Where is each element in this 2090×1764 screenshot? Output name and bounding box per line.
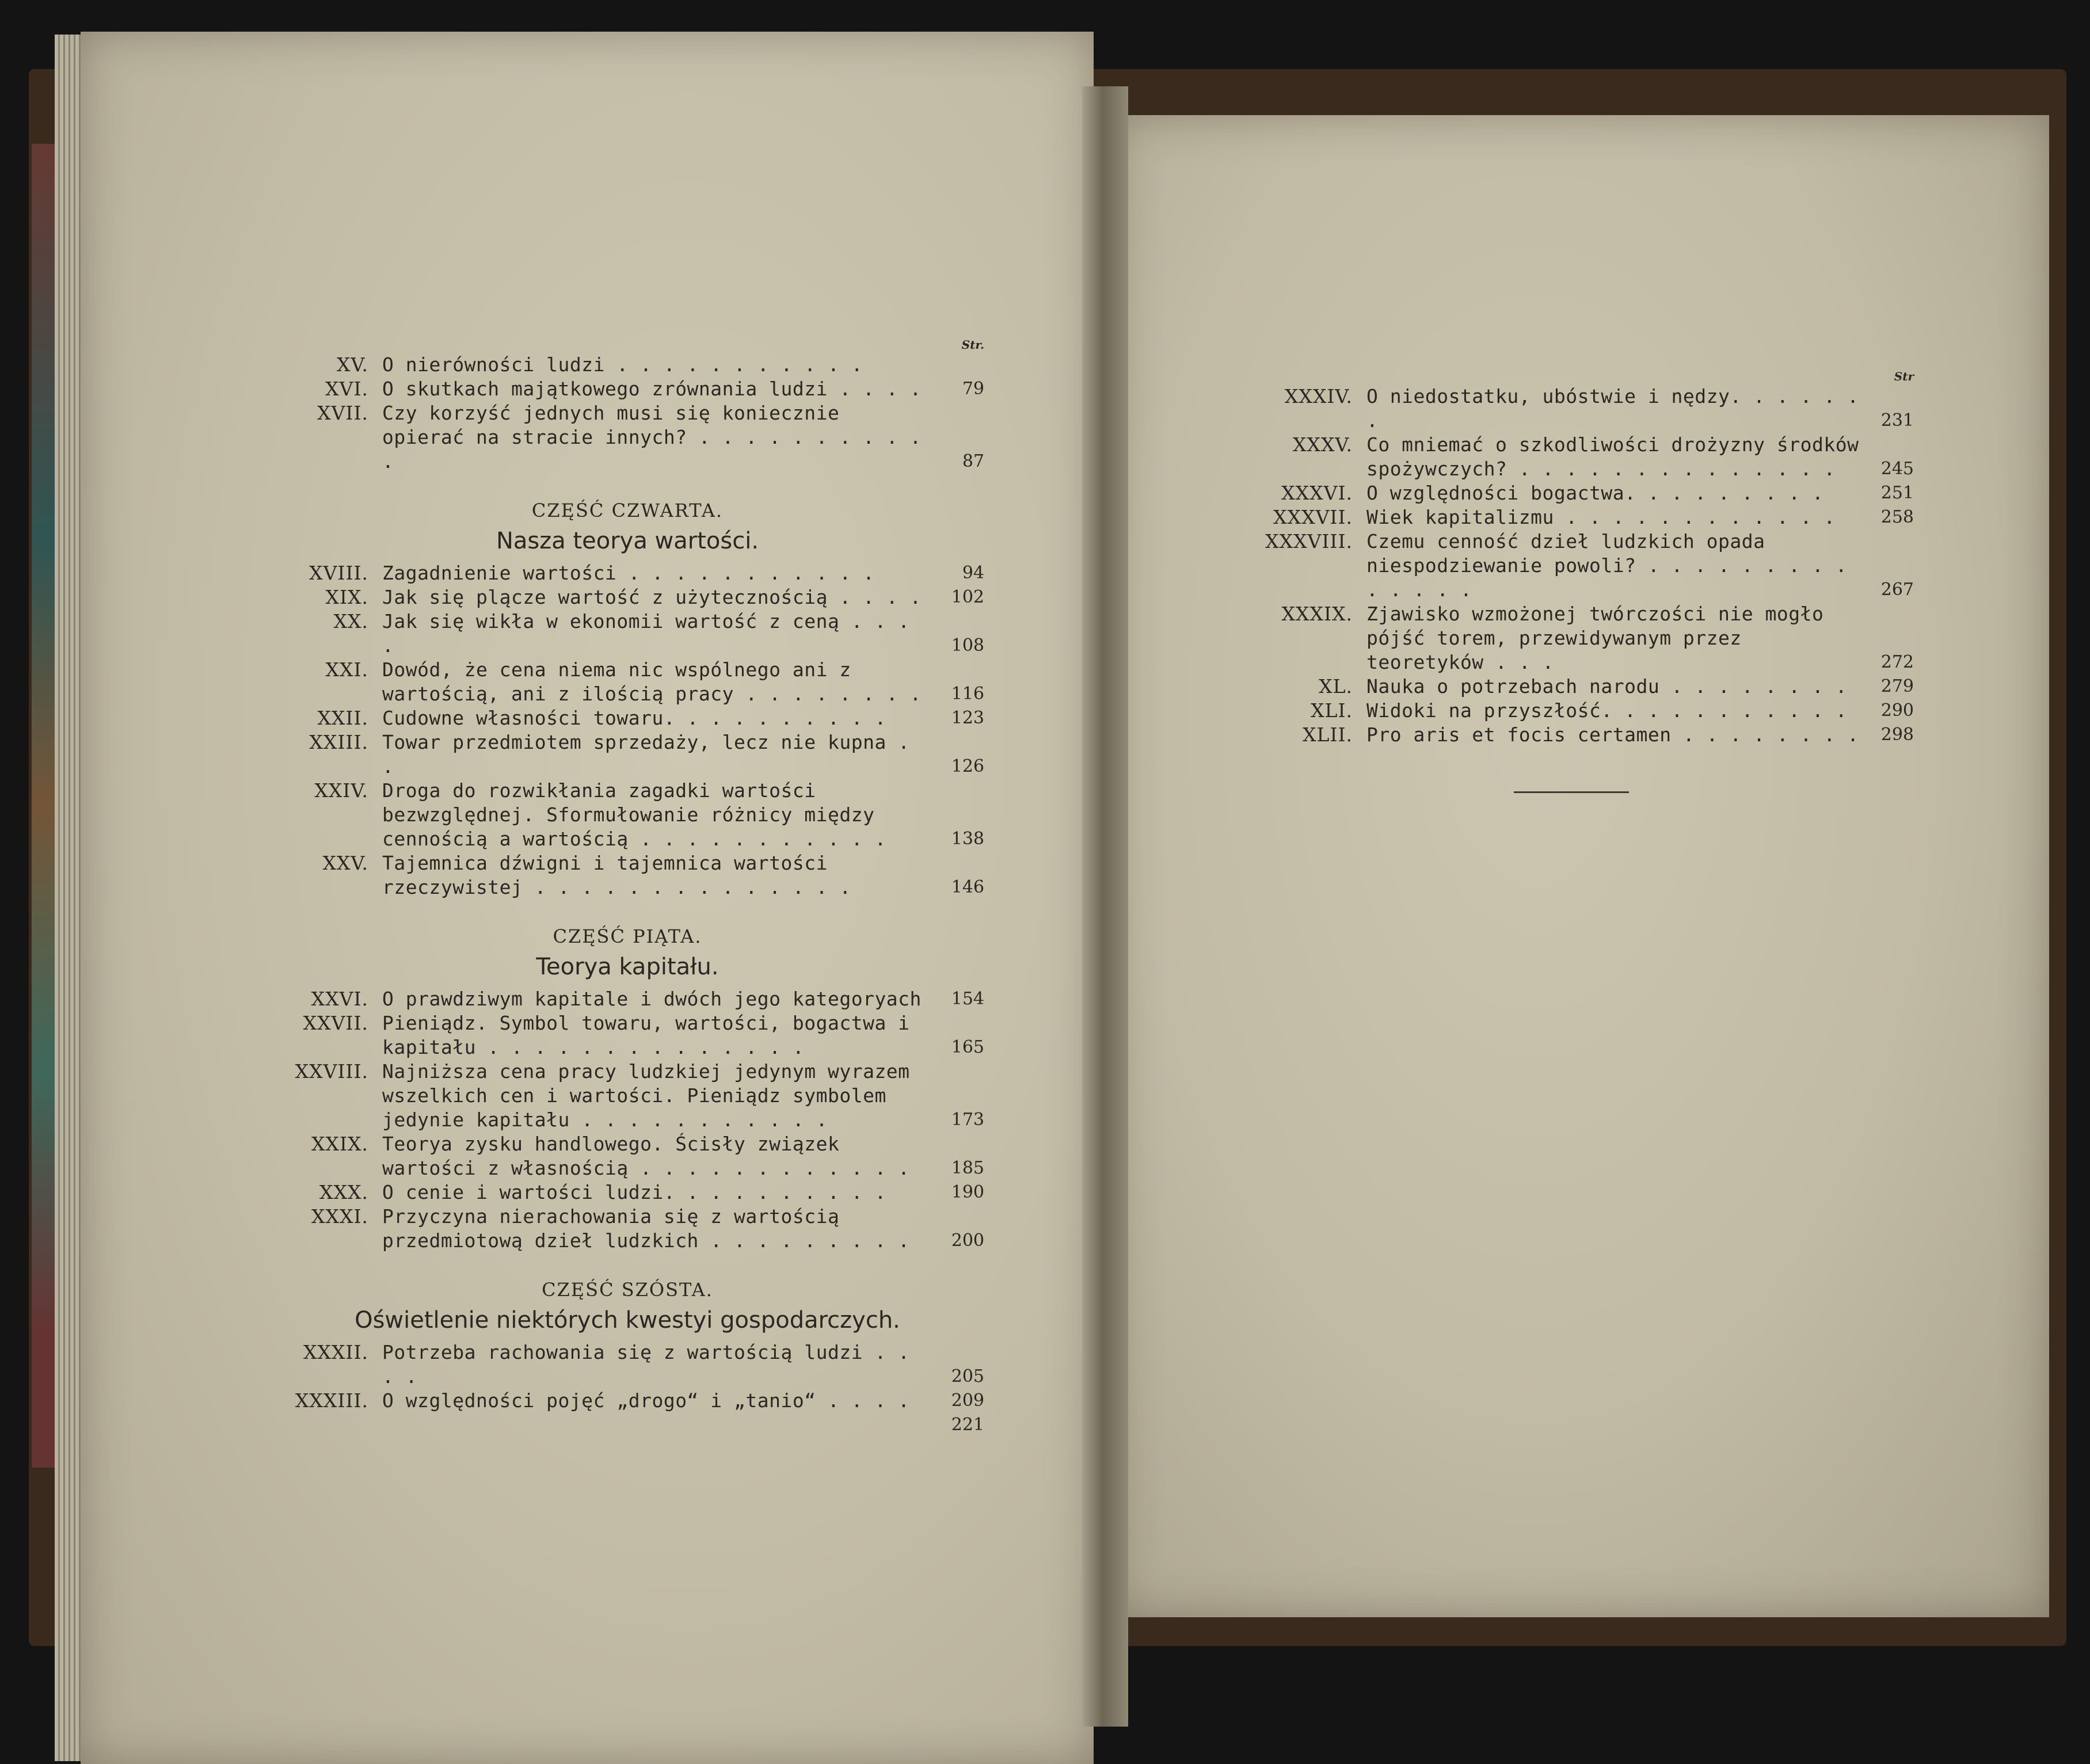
part-heading: CZĘŚĆ PIĄTA. (553, 925, 702, 947)
page-number: 94 (962, 563, 984, 583)
page-edges (55, 35, 83, 1761)
page-number: 221 (951, 1415, 984, 1435)
chapter-title: Tajemnica dźwigni i tajemnica wartości rzeczywistej . . . . . . . . . . . . . . (382, 852, 851, 898)
toc-entry (271, 1389, 984, 1413)
chapter-numeral: XXIX. (311, 1133, 368, 1155)
page-number: 138 (951, 829, 984, 849)
chapter-title: Co mniemać o szkodliwości drożyzny środków spożywczych? . . . . . . . . . . . . . . (1366, 433, 1859, 480)
chapter-title: Najniższa cena pracy ludzkiej jedynym wyrazem wszelkich cen i wartości. Pieniądz symbolem jedynie kapitału . . . . . . . . . . . (382, 1060, 910, 1131)
toc-entry (271, 401, 984, 474)
page-number: 154 (951, 989, 984, 1009)
toc-entry (271, 561, 984, 585)
toc-entry (1238, 529, 1914, 602)
chapter-numeral: XLI. (1311, 699, 1353, 722)
page-number: 79 (962, 379, 984, 399)
part-heading: CZĘŚĆ SZÓSTA. (542, 1279, 713, 1301)
chapter-numeral: XL. (1319, 675, 1353, 698)
chapter-numeral: XX. (333, 610, 368, 633)
toc-entry (271, 730, 984, 779)
page-number: 267 (1880, 580, 1914, 600)
chapter-numeral: XXXV. (1292, 433, 1353, 456)
page-number: 279 (1880, 676, 1914, 696)
chapter-numeral: XV. (336, 353, 368, 376)
chapter-title: Zjawisko wzmożonej twórczości nie mogło pójść torem, przewidywanym przez teoretyków . . . (1366, 603, 1824, 673)
chapter-numeral: XXXI. (311, 1205, 368, 1228)
page-column-label: Str. (961, 338, 984, 352)
right-page (1114, 115, 2049, 1617)
chapter-title: Pro aris et focis certamen . . . . . . . . (1366, 723, 1859, 746)
part-title: Teorya kapitału. (536, 954, 719, 980)
chapter-title: Czy korzyść jednych musi się koniecznie opierać na stracie innych? . . . . . . . . . . . (382, 402, 922, 473)
toc-entry (271, 987, 984, 1011)
chapter-numeral: XXXVIII. (1265, 530, 1353, 553)
toc-entry (271, 1011, 984, 1060)
chapter-title: Nauka o potrzebach narodu . . . . . . . . (1366, 675, 1848, 698)
toc-entry (271, 779, 984, 851)
chapter-title: Jak się wikła w ekonomii wartość z ceną . . . . (382, 610, 910, 657)
chapter-title: O nierówności ludzi . . . . . . . . . . . (382, 353, 863, 376)
chapter-numeral: XXVII. (303, 1012, 368, 1034)
chapter-numeral: XXV. (322, 852, 368, 874)
chapter-title: Potrzeba rachowania się z wartością ludzi . . . . (382, 1341, 910, 1388)
page-number: 165 (951, 1037, 984, 1057)
page-number: 190 (951, 1182, 984, 1202)
toc-entry (271, 1132, 984, 1180)
toc-entry (1238, 505, 1914, 529)
chapter-title: O względności bogactwa. . . . . . . . . (1366, 482, 1824, 504)
toc-entry (271, 1180, 984, 1205)
chapter-title: O skutkach majątkowego zrównania ludzi . . . . (382, 378, 922, 400)
chapter-numeral: XXXIX. (1281, 603, 1353, 625)
page-number: 126 (951, 756, 984, 776)
toc-entry (271, 706, 984, 730)
right-table-of-contents (1238, 368, 1914, 747)
chapter-title: Przyczyna nierachowania się z wartością przedmiotową dzieł ludzkich . . . . . . . . . (382, 1205, 910, 1252)
toc-entry (271, 609, 984, 658)
closing-rule (1514, 791, 1629, 793)
chapter-title: Dowód, że cena niema nic wspólnego ani z wartością, ani z ilością pracy . . . . . . . . (382, 658, 922, 705)
toc-entry (271, 1205, 984, 1253)
chapter-title: Czemu cenność dzieł ludzkich opada niespodziewanie powoli? . . . . . . . . . . . . . . (1366, 530, 1848, 601)
page-number: 251 (1880, 483, 1914, 503)
part-heading: CZĘŚĆ CZWARTA. (531, 500, 724, 521)
chapter-numeral: XXIV. (314, 779, 368, 802)
page-number: 298 (1880, 725, 1914, 745)
page-number: 231 (1880, 410, 1914, 430)
chapter-title: Towar przedmiotem sprzedaży, lecz nie kupna . . (382, 731, 910, 778)
chapter-numeral: XXXIII. (295, 1389, 368, 1412)
toc-entry-trailing (271, 1413, 984, 1437)
chapter-numeral: XXX. (319, 1181, 368, 1203)
chapter-title: Cudowne własności towaru. . . . . . . . . . (382, 707, 886, 729)
page-number: 108 (951, 635, 984, 656)
chapter-numeral: XXXVII. (1273, 506, 1353, 528)
page-number: 123 (951, 708, 984, 728)
toc-entry (1238, 384, 1914, 433)
chapter-numeral: XXXIV. (1284, 385, 1353, 407)
chapter-title: Jak się plącze wartość z użytecznością . . . . (382, 586, 922, 608)
chapter-numeral: XXIII. (309, 731, 368, 753)
toc-entry (1238, 723, 1914, 747)
chapter-numeral: XVI. (325, 378, 368, 400)
page-number: 205 (951, 1366, 984, 1386)
page-number: 290 (1880, 700, 1914, 721)
page-number: 102 (951, 587, 984, 607)
toc-entry (271, 353, 984, 377)
chapter-numeral: XXVI. (311, 988, 368, 1010)
chapter-title: O prawdziwym kapitale i dwóch jego kategoryach (382, 988, 922, 1010)
chapter-numeral: XXVIII. (295, 1060, 368, 1083)
page-number: 185 (951, 1158, 984, 1178)
part-title: Nasza teorya wartości. (496, 528, 759, 554)
page-number: 146 (951, 877, 984, 897)
chapter-numeral: XVIII. (309, 562, 368, 584)
chapter-title: O względności pojęć „drogo“ i „tanio“ . . . . (382, 1389, 910, 1412)
toc-entry (1238, 433, 1914, 481)
chapter-title: Wiek kapitalizmu . . . . . . . . . . . . (1366, 506, 1836, 528)
page-number: 87 (962, 451, 984, 471)
chapter-numeral: XXI. (325, 658, 368, 681)
toc-entry (271, 377, 984, 401)
book-gutter (1082, 86, 1128, 1727)
chapter-title: Widoki na przyszłość. . . . . . . . . . . (1366, 699, 1848, 722)
page-number: 173 (951, 1110, 984, 1130)
toc-entry (1238, 699, 1914, 723)
toc-entry (271, 1340, 984, 1389)
page-number: 272 (1880, 652, 1914, 672)
chapter-numeral: XXXVI. (1281, 482, 1353, 504)
chapter-title: Teorya zysku handlowego. Ścisły związek wartości z własnością . . . . . . . . . . . . (382, 1133, 910, 1179)
chapter-title: O niedostatku, ubóstwie i nędzy. . . . . . . (1366, 385, 1859, 432)
chapter-numeral: XXXII. (303, 1341, 368, 1363)
toc-entry (271, 658, 984, 706)
page-column-label: Str (1894, 369, 1914, 383)
chapter-numeral: XXII. (317, 707, 368, 729)
toc-entry (1238, 602, 1914, 675)
chapter-numeral: XVII. (317, 402, 368, 424)
page-number: 209 (951, 1390, 984, 1411)
toc-entry (271, 1060, 984, 1132)
page-number: 200 (951, 1230, 984, 1251)
page-number: 245 (1880, 459, 1914, 479)
page-number: 116 (951, 684, 984, 704)
chapter-title: Droga do rozwikłania zagadki wartości bezwzględnej. Sformułowanie różnicy między cennością a wartością . . . . . . . . . . . (382, 779, 886, 850)
part-title: Oświetlenie niektórych kwestyi gospodarczych. (355, 1307, 900, 1334)
page-number: 258 (1880, 507, 1914, 527)
chapter-title: Pieniądz. Symbol towaru, wartości, bogactwa i kapitału . . . . . . . . . . . . . . (382, 1012, 910, 1058)
chapter-title: Zagadnienie wartości . . . . . . . . . . . (382, 562, 875, 584)
left-table-of-contents (271, 337, 984, 1437)
chapter-numeral: XIX. (325, 586, 368, 608)
toc-entry (271, 585, 984, 609)
toc-entry (1238, 481, 1914, 505)
chapter-title: O cenie i wartości ludzi. . . . . . . . . . (382, 1181, 886, 1203)
chapter-numeral: XLII. (1303, 723, 1353, 746)
toc-entry (271, 851, 984, 900)
toc-entry (1238, 675, 1914, 699)
